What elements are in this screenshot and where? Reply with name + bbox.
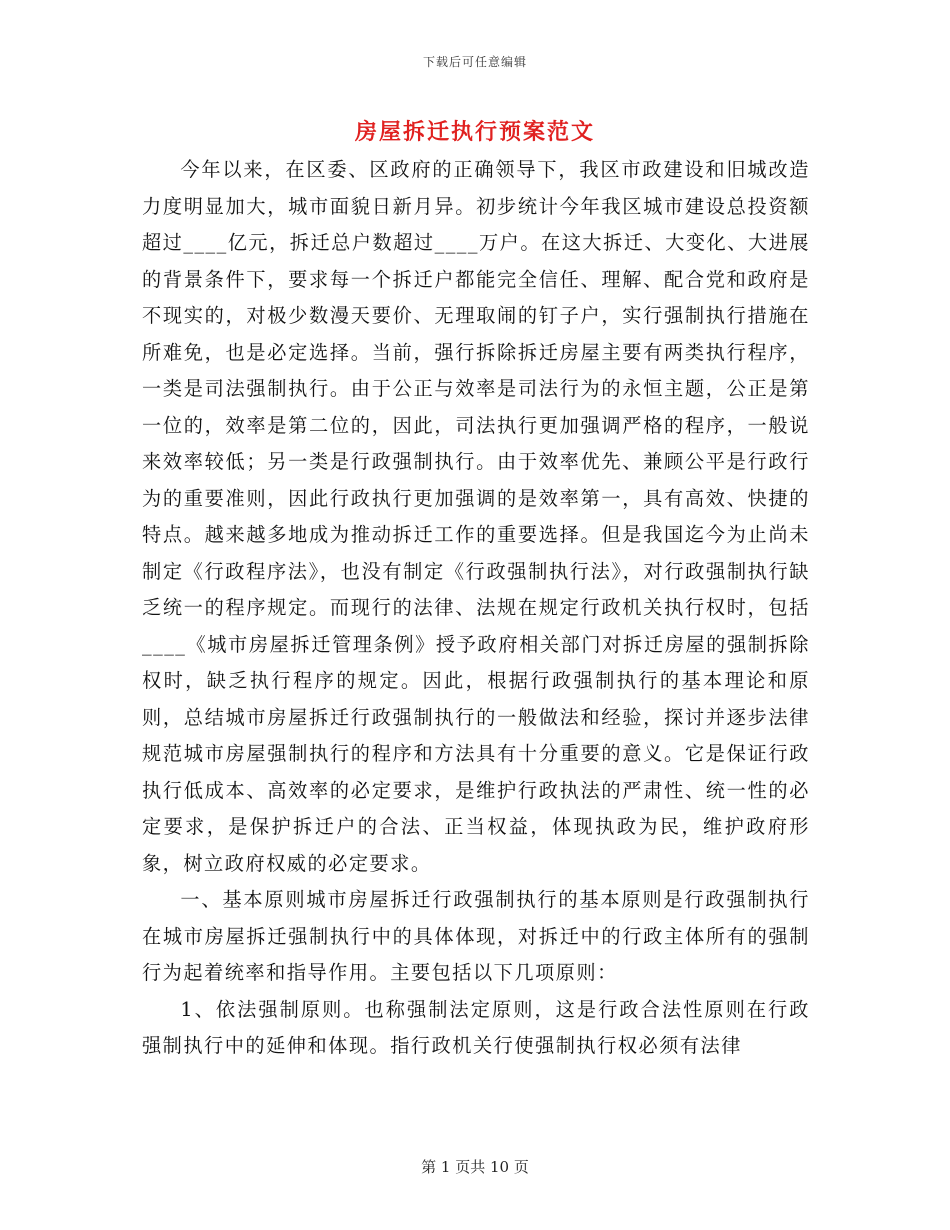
- page-number: 第 1 页共 10 页: [421, 1158, 529, 1176]
- header-note: 下载后可任意编辑: [422, 55, 527, 69]
- paragraph-section-one: 一、基本原则城市房屋拆迁行政强制执行的基本原则是行政强制执行在城市房屋拆迁强制执行中的具体体现，对拆迁中的行政主体所有的强制行为起着统率和指导作用。主要包括以下几项原则：: [142, 888, 810, 984]
- paragraph-principle-one: 1、依法强制原则。也称强制法定原则，这是行政合法性原则在行政强制执行中的延伸和体现。指行政机关行使强制执行权必须有法律: [142, 997, 810, 1057]
- document-body: [142, 152, 810, 1065]
- document-title: 房屋拆迁执行预案范文: [354, 119, 595, 145]
- paragraph-intro: 今年以来，在区委、区政府的正确领导下，我区市政建设和旧城改造力度明显加大，城市面貌日新月异。初步统计今年我区城市建设总投资额超过____亿元，拆迁总户数超过____万户。在这大拆迁、大变化、大进展的背景条件下，要求每一个拆迁户都能完全信任、理解、配合党和政府是不现实的，对极少数漫天要价、无理取闹的钉子户，实行强制执行措施在所难免，也是必定选择。当前，强行拆除拆迁房屋主要有两类执行程序，一类是司法强制执行。由于公正与效率是司法行为的永恒主题，公正是第一位的，效率是第二位的，因此，司法执行更加强调严格的程序，一般说来效率较低；另一类是行政强制执行。由于效率优先、兼顾公平是行政行为的重要准则，因此行政执行更加强调的是效率第一，具有高效、快捷的特点。越来越多地成为推动拆迁工作的重要选择。但是我国迄今为止尚未制定《行政程序法》，也没有制定《行政强制执行法》，对行政强制执行缺乏统一的程序规定。而现行的法律、法规在规定行政机关执行权时，包括____《城市房屋拆迁管理条例》授予政府相关部门对拆迁房屋的强制拆除权时，缺乏执行程序的规定。因此，根据行政强制执行的基本理论和原则，总结城市房屋拆迁行政强制执行的一般做法和经验，探讨并逐步法律规范城市房屋强制执行的程序和方法具有十分重要的意义。它是保证行政执行低成本、高效率的必定要求，是维护行政执法的严肃性、统一性的必定要求，是保护拆迁户的合法、正当权益，体现执政为民，维护政府形象，树立政府权威的必定要求。: [142, 158, 810, 875]
